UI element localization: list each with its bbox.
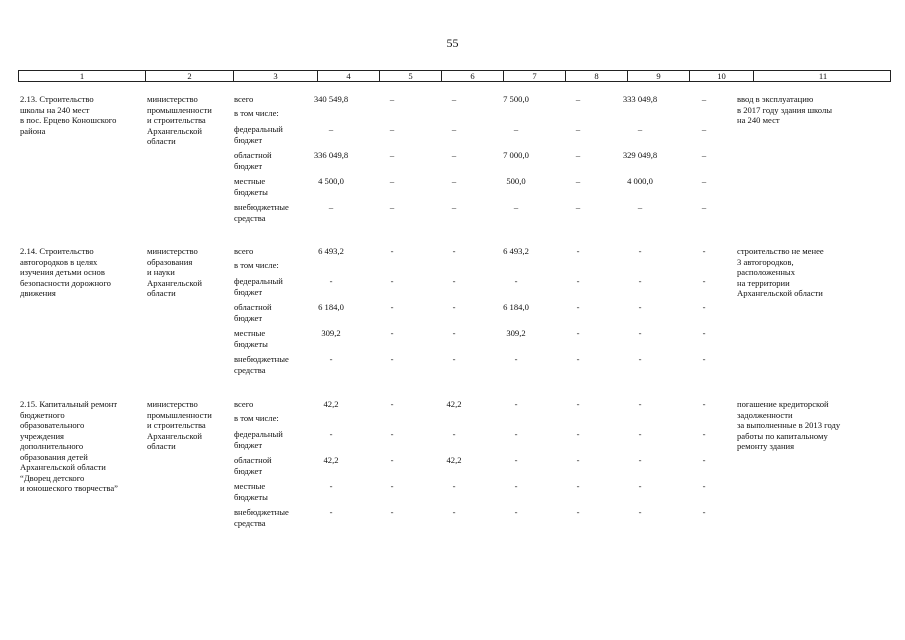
funding-source-label: всего [234, 399, 254, 409]
table-header-row [18, 70, 891, 82]
page-number: 55 [446, 36, 459, 50]
amount-cell: - [452, 507, 456, 517]
amount-cell: - [329, 429, 333, 439]
amount-cell: - [390, 429, 394, 439]
responsible-ministry: министерство промышленности и строительства Архангельской области [147, 94, 212, 146]
amount-cell: - [514, 399, 518, 409]
column-header: 4 [317, 71, 379, 81]
responsible-ministry: министерство образования и науки Архангельской области [147, 246, 202, 298]
amount-cell: - [390, 246, 394, 256]
amount-cell: - [576, 507, 580, 517]
amount-cell: – [451, 176, 457, 186]
amount-cell: - [638, 455, 642, 465]
amount-cell: – [575, 150, 581, 160]
amount-cell: – [451, 124, 457, 134]
amount-cell: – [451, 202, 457, 212]
amount-cell: - [452, 354, 456, 364]
amount-cell: - [390, 399, 394, 409]
amount-cell: 309,2 [506, 328, 526, 338]
amount-cell: – [389, 202, 395, 212]
amount-cell: - [390, 276, 394, 286]
amount-cell: 309,2 [321, 328, 341, 338]
amount-cell: - [452, 481, 456, 491]
amount-cell: - [514, 481, 518, 491]
amount-cell: - [390, 481, 394, 491]
amount-cell: - [702, 302, 706, 312]
amount-cell: – [701, 202, 707, 212]
amount-cell: - [638, 328, 642, 338]
amount-cell: – [328, 202, 334, 212]
column-header: 7 [503, 71, 565, 81]
amount-cell: – [575, 124, 581, 134]
amount-cell: - [702, 455, 706, 465]
funding-source-label: внебюджетные средства [234, 354, 289, 375]
amount-cell: 4 000,0 [627, 176, 653, 186]
amount-cell: - [452, 328, 456, 338]
amount-cell: 336 049,8 [313, 150, 349, 160]
funding-source-label: федеральный бюджет [234, 429, 283, 450]
amount-cell: 6 493,2 [318, 246, 344, 256]
funding-source-label: областной бюджет [234, 150, 272, 171]
amount-cell: - [576, 276, 580, 286]
column-header: 5 [379, 71, 441, 81]
amount-cell: - [329, 481, 333, 491]
funding-source-label: внебюджетные средства [234, 507, 289, 528]
amount-cell: 42,2 [323, 455, 339, 465]
amount-cell: 6 184,0 [318, 302, 344, 312]
amount-cell: – [575, 202, 581, 212]
amount-cell: - [576, 429, 580, 439]
funding-source-label: всего [234, 94, 254, 104]
amount-cell: - [514, 276, 518, 286]
amount-cell: - [702, 481, 706, 491]
amount-cell: - [576, 481, 580, 491]
amount-cell: 7 000,0 [503, 150, 529, 160]
amount-cell: – [513, 202, 519, 212]
amount-cell: - [638, 429, 642, 439]
amount-cell: - [638, 246, 642, 256]
amount-cell: 6 493,2 [503, 246, 529, 256]
column-header: 10 [689, 71, 753, 81]
funding-source-label: внебюджетные средства [234, 202, 289, 223]
amount-cell: 6 184,0 [503, 302, 529, 312]
funding-source-label: местные бюджеты [234, 176, 268, 197]
amount-cell: - [702, 399, 706, 409]
column-header: 8 [565, 71, 627, 81]
amount-cell: – [637, 124, 643, 134]
amount-cell: - [576, 455, 580, 465]
amount-cell: 333 049,8 [622, 94, 658, 104]
amount-cell: - [702, 276, 706, 286]
amount-cell: – [389, 94, 395, 104]
funding-source-label: всего [234, 246, 254, 256]
amount-cell: – [701, 176, 707, 186]
amount-cell: – [451, 94, 457, 104]
amount-cell: 329 049,8 [622, 150, 658, 160]
amount-cell: 7 500,0 [503, 94, 529, 104]
amount-cell: – [451, 150, 457, 160]
amount-cell: - [390, 328, 394, 338]
funding-source-label: местные бюджеты [234, 328, 268, 349]
amount-cell: - [514, 507, 518, 517]
funding-source-label: местные бюджеты [234, 481, 268, 502]
funding-source-label: областной бюджет [234, 455, 272, 476]
subtotal-label: в том числе: [234, 413, 279, 423]
amount-cell: – [575, 94, 581, 104]
expected-result-note: погашение кредиторской задолженности за выполненные в 2013 году работы по капитальному ремонту здания [737, 399, 841, 451]
amount-cell: - [390, 507, 394, 517]
item-description: 2.13. Строительство школы на 240 мест в пос. Ерцево Коношского района [20, 94, 117, 136]
amount-cell: - [390, 302, 394, 312]
amount-cell: 4 500,0 [318, 176, 344, 186]
amount-cell: - [452, 429, 456, 439]
amount-cell: - [329, 354, 333, 364]
amount-cell: - [576, 354, 580, 364]
amount-cell: - [702, 246, 706, 256]
amount-cell: - [638, 302, 642, 312]
amount-cell: – [701, 94, 707, 104]
expected-result-note: ввод в эксплуатацию в 2017 году здания школы на 240 мест [737, 94, 833, 125]
amount-cell: - [702, 328, 706, 338]
funding-source-label: федеральный бюджет [234, 276, 283, 297]
amount-cell: – [389, 124, 395, 134]
amount-cell: - [452, 246, 456, 256]
amount-cell: - [576, 399, 580, 409]
amount-cell: - [638, 481, 642, 491]
amount-cell: – [575, 176, 581, 186]
amount-cell: – [389, 176, 395, 186]
amount-cell: 42,2 [323, 399, 339, 409]
amount-cell: – [513, 124, 519, 134]
amount-cell: 500,0 [506, 176, 526, 186]
amount-cell: - [329, 507, 333, 517]
column-header: 9 [627, 71, 689, 81]
amount-cell: – [637, 202, 643, 212]
amount-cell: 42,2 [446, 399, 462, 409]
subtotal-label: в том числе: [234, 260, 279, 270]
amount-cell: - [576, 302, 580, 312]
amount-cell: – [389, 150, 395, 160]
item-description: 2.15. Капитальный ремонт бюджетного образовательного учреждения дополнительного образования детей Архангельской области “Дворец детского и юношеского творчества” [20, 399, 118, 493]
amount-cell: - [576, 246, 580, 256]
amount-cell: - [638, 507, 642, 517]
column-header: 2 [145, 71, 233, 81]
amount-cell: - [576, 328, 580, 338]
column-header: 1 [79, 71, 85, 81]
subtotal-label: в том числе: [234, 108, 279, 118]
amount-cell: - [702, 507, 706, 517]
amount-cell: - [638, 276, 642, 286]
amount-cell: - [390, 455, 394, 465]
amount-cell: - [390, 354, 394, 364]
amount-cell: - [514, 455, 518, 465]
amount-cell: – [701, 124, 707, 134]
expected-result-note: строительство не менее 3 автогородков, расположенных на территории Архангельской области [737, 246, 824, 298]
amount-cell: - [638, 399, 642, 409]
responsible-ministry: министерство промышленности и строительства Архангельской области [147, 399, 212, 451]
column-header: 11 [753, 71, 892, 81]
amount-cell: 42,2 [446, 455, 462, 465]
amount-cell: – [328, 124, 334, 134]
funding-source-label: федеральный бюджет [234, 124, 283, 145]
amount-cell: - [514, 354, 518, 364]
amount-cell: 340 549,8 [313, 94, 349, 104]
item-description: 2.14. Строительство автогородков в целях изучения детьми основ безопасности дорожного движения [20, 246, 111, 298]
amount-cell: - [452, 302, 456, 312]
amount-cell: - [452, 276, 456, 286]
funding-source-label: областной бюджет [234, 302, 272, 323]
amount-cell: - [702, 354, 706, 364]
amount-cell: - [638, 354, 642, 364]
amount-cell: - [514, 429, 518, 439]
amount-cell: – [701, 150, 707, 160]
column-header: 3 [233, 71, 317, 81]
amount-cell: - [702, 429, 706, 439]
amount-cell: - [329, 276, 333, 286]
column-header: 6 [441, 71, 503, 81]
